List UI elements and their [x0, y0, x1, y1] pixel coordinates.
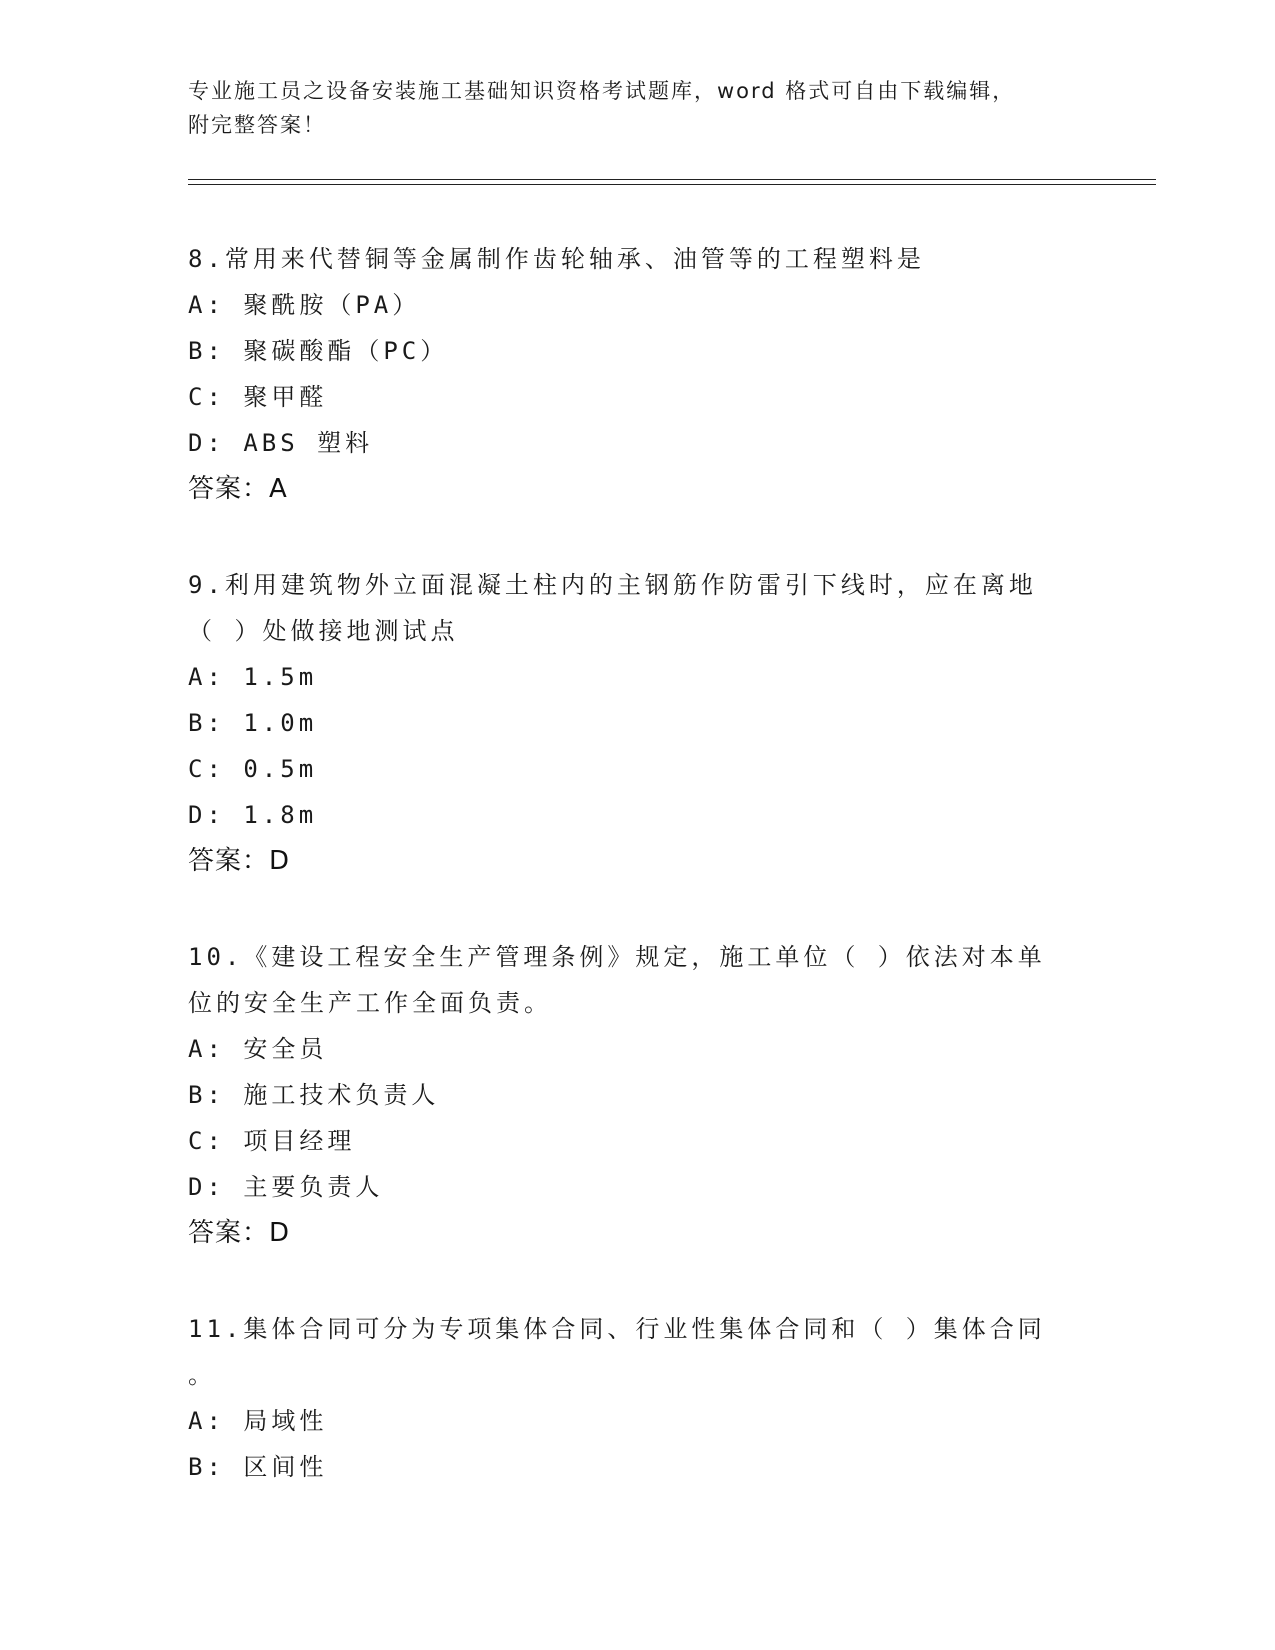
answer-line: 答案：D: [188, 1218, 291, 1248]
option-c: C: 0.5m: [188, 755, 318, 783]
question-10: [188, 934, 1068, 1256]
answer-line: 答案：D: [188, 846, 291, 876]
option-c: C: 项目经理: [188, 1127, 356, 1155]
header-divider-top: [188, 179, 1156, 180]
document-header: [188, 74, 1088, 142]
option-b: B: 聚碳酸酯（PC）: [188, 337, 449, 365]
option-d: D: 1.8m: [188, 801, 318, 829]
question-stem-line-1: 10.《建设工程安全生产管理条例》规定，施工单位（ ）依法对本单: [188, 943, 1046, 971]
question-8: [188, 236, 1068, 512]
question-stem-line-2: （ ）处做接地测试点: [188, 617, 459, 645]
option-a: A: 安全员: [188, 1035, 328, 1063]
answer-line: 答案：A: [188, 474, 288, 504]
question-stem-line-2: 。: [188, 1361, 216, 1389]
option-a: A: 聚酰胺（PA）: [188, 291, 421, 319]
option-b: B: 施工技术负责人: [188, 1081, 440, 1109]
option-d: D: 主要负责人: [188, 1173, 384, 1201]
option-d: D: ABS 塑料: [188, 429, 374, 457]
question-list: [188, 236, 1068, 1540]
question-9: [188, 562, 1068, 884]
header-divider-bottom: [188, 184, 1156, 185]
header-line-2: 附完整答案！: [188, 113, 326, 137]
question-stem-line-2: 位的安全生产工作全面负责。: [188, 989, 552, 1017]
option-a: A: 1.5m: [188, 663, 318, 691]
question-11: [188, 1306, 1068, 1490]
header-line-1: 专业施工员之设备安装施工基础知识资格考试题库，word 格式可自由下载编辑，: [188, 79, 1016, 103]
option-a: A: 局域性: [188, 1407, 328, 1435]
option-c: C: 聚甲醛: [188, 383, 328, 411]
question-stem-line-1: 11.集体合同可分为专项集体合同、行业性集体合同和（ ）集体合同: [188, 1315, 1046, 1343]
option-b: B: 1.0m: [188, 709, 318, 737]
question-stem-line-1: 9.利用建筑物外立面混凝土柱内的主钢筋作防雷引下线时，应在离地: [188, 571, 1037, 599]
question-stem: 8.常用来代替铜等金属制作齿轮轴承、油管等的工程塑料是: [188, 245, 925, 273]
option-b: B: 区间性: [188, 1453, 328, 1481]
